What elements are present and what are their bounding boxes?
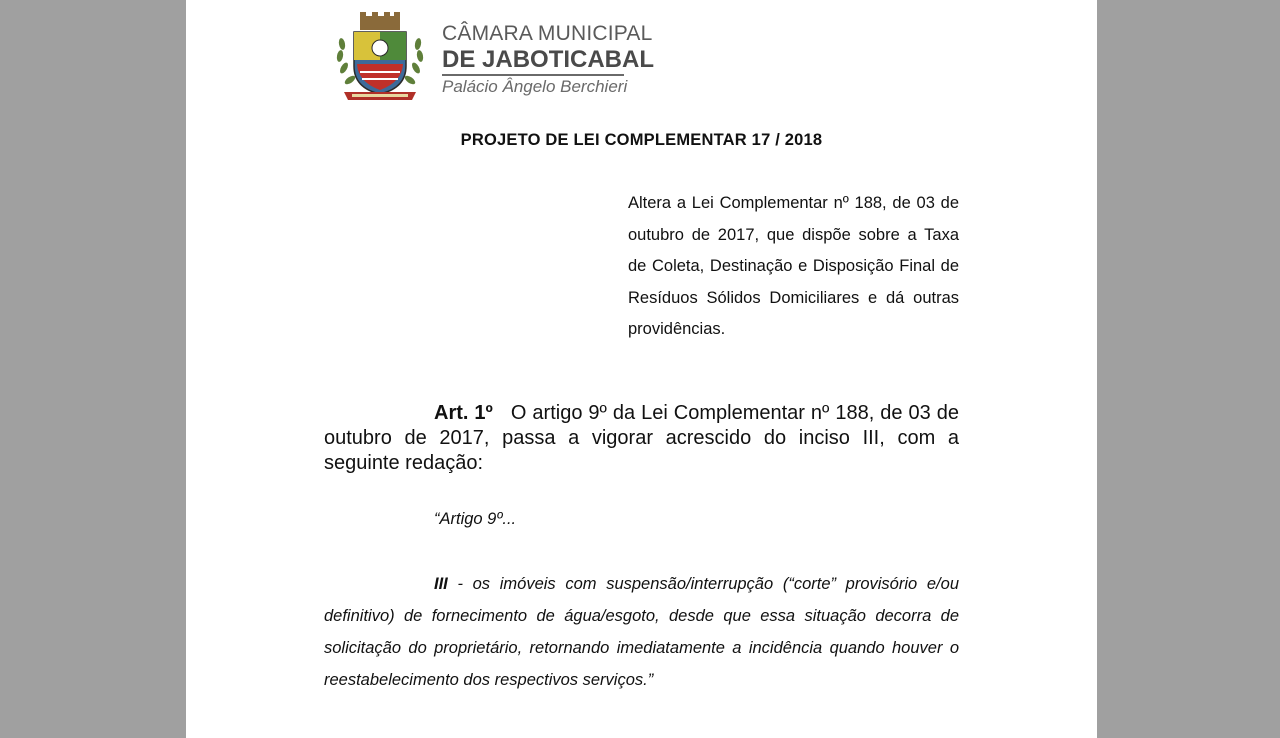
article-1-paragraph [324,401,959,476]
palace-name: Palácio Ângelo Berchieri [442,77,628,96]
letterhead-divider [442,74,624,76]
document-title: PROJETO DE LEI COMPLEMENTAR 17 / 2018 [460,131,823,149]
municipal-coat-of-arms-icon [330,8,430,104]
quoted-article-heading: “Artigo 9º... [434,510,517,528]
ementa-paragraph: Altera a Lei Complementar nº 188, de 03 de outubro de 2017, que dispõe sobre a Taxa de Coleta, Destinação e Disposição Final de Resíduos Sólidos Domiciliares e dá outras providências. [628,194,959,339]
document-page [186,0,1097,738]
institution-name-line2: DE JABOTICABAL [442,46,655,73]
inciso-numeral: III [434,575,448,593]
article-text: O artigo 9º da Lei Complementar nº 188, de 03 de outubro de 2017, passa a vigorar acrescido do inciso III, com a seguinte redação: [324,402,959,474]
letterhead [330,8,655,104]
institution-name-line1: CÂMARA MUNICIPAL [442,22,653,45]
inciso-text: - os imóveis com suspensão/interrupção (“corte” provisório e/ou definitivo) de fornecimento de água/esgoto, desde que essa situação decorra de solicitação do proprietário, retornando imediatamente a incidência quando houver o reestabelecimento dos respectivos serviços.” [324,575,959,689]
inciso-paragraph [324,568,959,696]
article-label: Art. 1º [434,402,493,424]
